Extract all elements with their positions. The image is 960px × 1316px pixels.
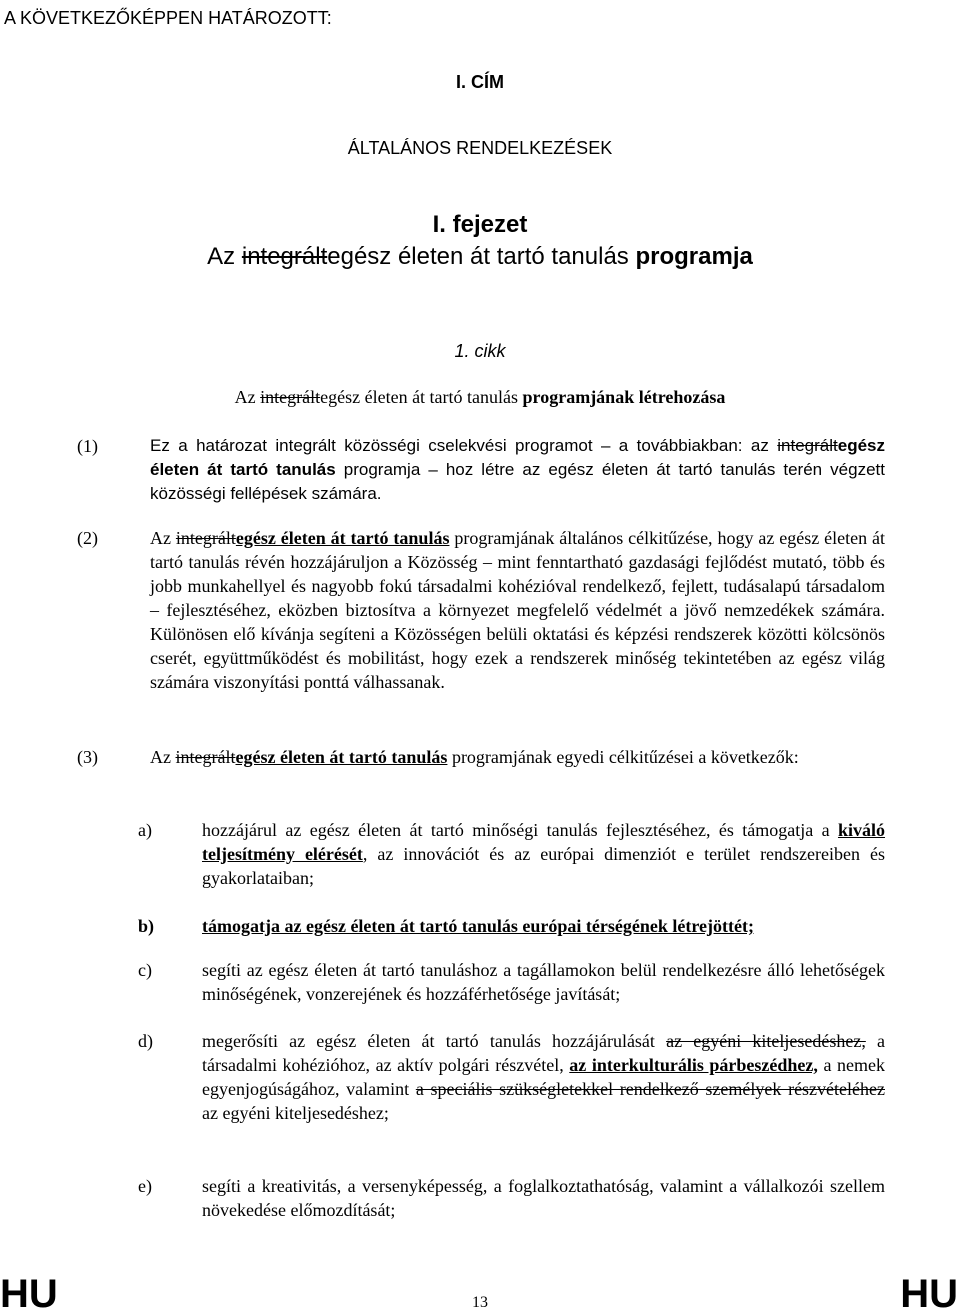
list-item-c: segíti az egész életen át tartó tanuláshoz a tagállamokon belül rendelkezésre álló lehetőségek minőségének, vonzerejének és hozzáférhetősége javítását; [202, 960, 885, 1004]
deleted-text: az egyéni kiteljesedéshez, [666, 1031, 866, 1051]
language-code-right: HU [900, 1272, 958, 1316]
list-label: c) [138, 960, 152, 980]
paragraph-number: (3) [77, 747, 98, 767]
inserted-text: egész életen át tartó tanulás [235, 528, 450, 548]
list-item-a: hozzájárul az egész életen át tartó minőségi tanulás fejlesztéséhez, és támogatja a kiváló teljesítmény elérését, az innovációt és az európai dimenziót e terület rendszereiben és gyakorlataiban; [202, 820, 885, 888]
list-label: b) [138, 916, 155, 936]
paragraph-number: (1) [77, 436, 98, 456]
inserted-text: egész életen át tartó tanulás [235, 747, 448, 767]
list-item-b: támogatja az egész életen át tartó tanulás európai térségének létrejöttét; [202, 916, 754, 936]
list-label: e) [138, 1176, 152, 1196]
chapter-number: I. fejezet [432, 211, 528, 238]
decision-heading: A KÖVETKEZŐKÉPPEN HATÁROZOTT: [4, 8, 332, 28]
deleted-text: a speciális szükségletekkel rendelkező személyek részvételéhez [415, 1079, 885, 1099]
deleted-text: integrált [777, 436, 838, 455]
page-number: 13 [472, 1294, 488, 1311]
article-number: 1. cikk [454, 341, 506, 361]
deleted-text: integrált [260, 387, 321, 407]
list-item-e: segíti a kreativitás, a versenyképesség, a foglalkoztathatóság, valamint a vállalkozói szellem növekedése előmozdítását; [202, 1176, 885, 1220]
paragraph-number: (2) [77, 528, 98, 548]
article-title: Az integráltegész életen át tartó tanulás programjának létrehozása [234, 387, 726, 407]
language-code-left: HU [0, 1272, 58, 1316]
list-label: d) [138, 1031, 153, 1051]
paragraph-2: Az integráltegész életen át tartó tanulás programjának általános célkitűzése, hogy az egész életen át tartó tanulás révén hozzájáruljon a Közösség – mint fenntartható gazdasági fejlődést mutató, több és jobb munkahellyel és nagyobb fokú társadalmi kohézióval rendelkező, fejlett, tudásalapú társadalom – fejlesztéséhez, eközben biztosítva a környezet megfelelő védelmét a jövő nemzedékek számára. Különösen elő kívánja segíteni a Közösségen belüli oktatási és képzési rendszerek közötti kölcsönös cserét, együttműködést és mobilitást, hogy ezek a rendszerek minőség tekintetében az egész világ számára viszonyítási ponttá válhassanak. [150, 528, 885, 692]
inserted-text: kiváló teljesítmény elérését [202, 820, 885, 864]
deleted-text: integrált [175, 747, 236, 767]
paragraph-3: Az integráltegész életen át tartó tanulás programjának egyedi célkitűzései a következők: [150, 747, 799, 767]
title-name: ÁLTALÁNOS RENDELKEZÉSEK [347, 138, 613, 158]
list-label: a) [138, 820, 152, 840]
title-number: I. CÍM [456, 72, 504, 92]
inserted-text: az interkulturális párbeszédhez, [569, 1055, 818, 1075]
chapter-title: Az integráltegész életen át tartó tanulás programja [207, 243, 753, 270]
deleted-text: integrált [241, 243, 328, 270]
list-item-d: megerősíti az egész életen át tartó tanulás hozzájárulását az egyéni kiteljesedéshez, a társadalmi kohézióhoz, az aktív polgári részvétel, az interkulturális párbeszédhez, a nemek egyenjogúságához, valamint a speciális szükségletekkel rendelkező személyek részvételéhez az egyéni kiteljesedéshez; [202, 1031, 885, 1123]
paragraph-1: Ez a határozat integrált közösségi cselekvési programot – a továbbiakban: az integráltegész életen át tartó tanulás programja – hoz létre az egész életen át tartó tanulás terén végzett közösségi fellépések számára. [150, 436, 885, 503]
deleted-text: integrált [175, 528, 236, 548]
